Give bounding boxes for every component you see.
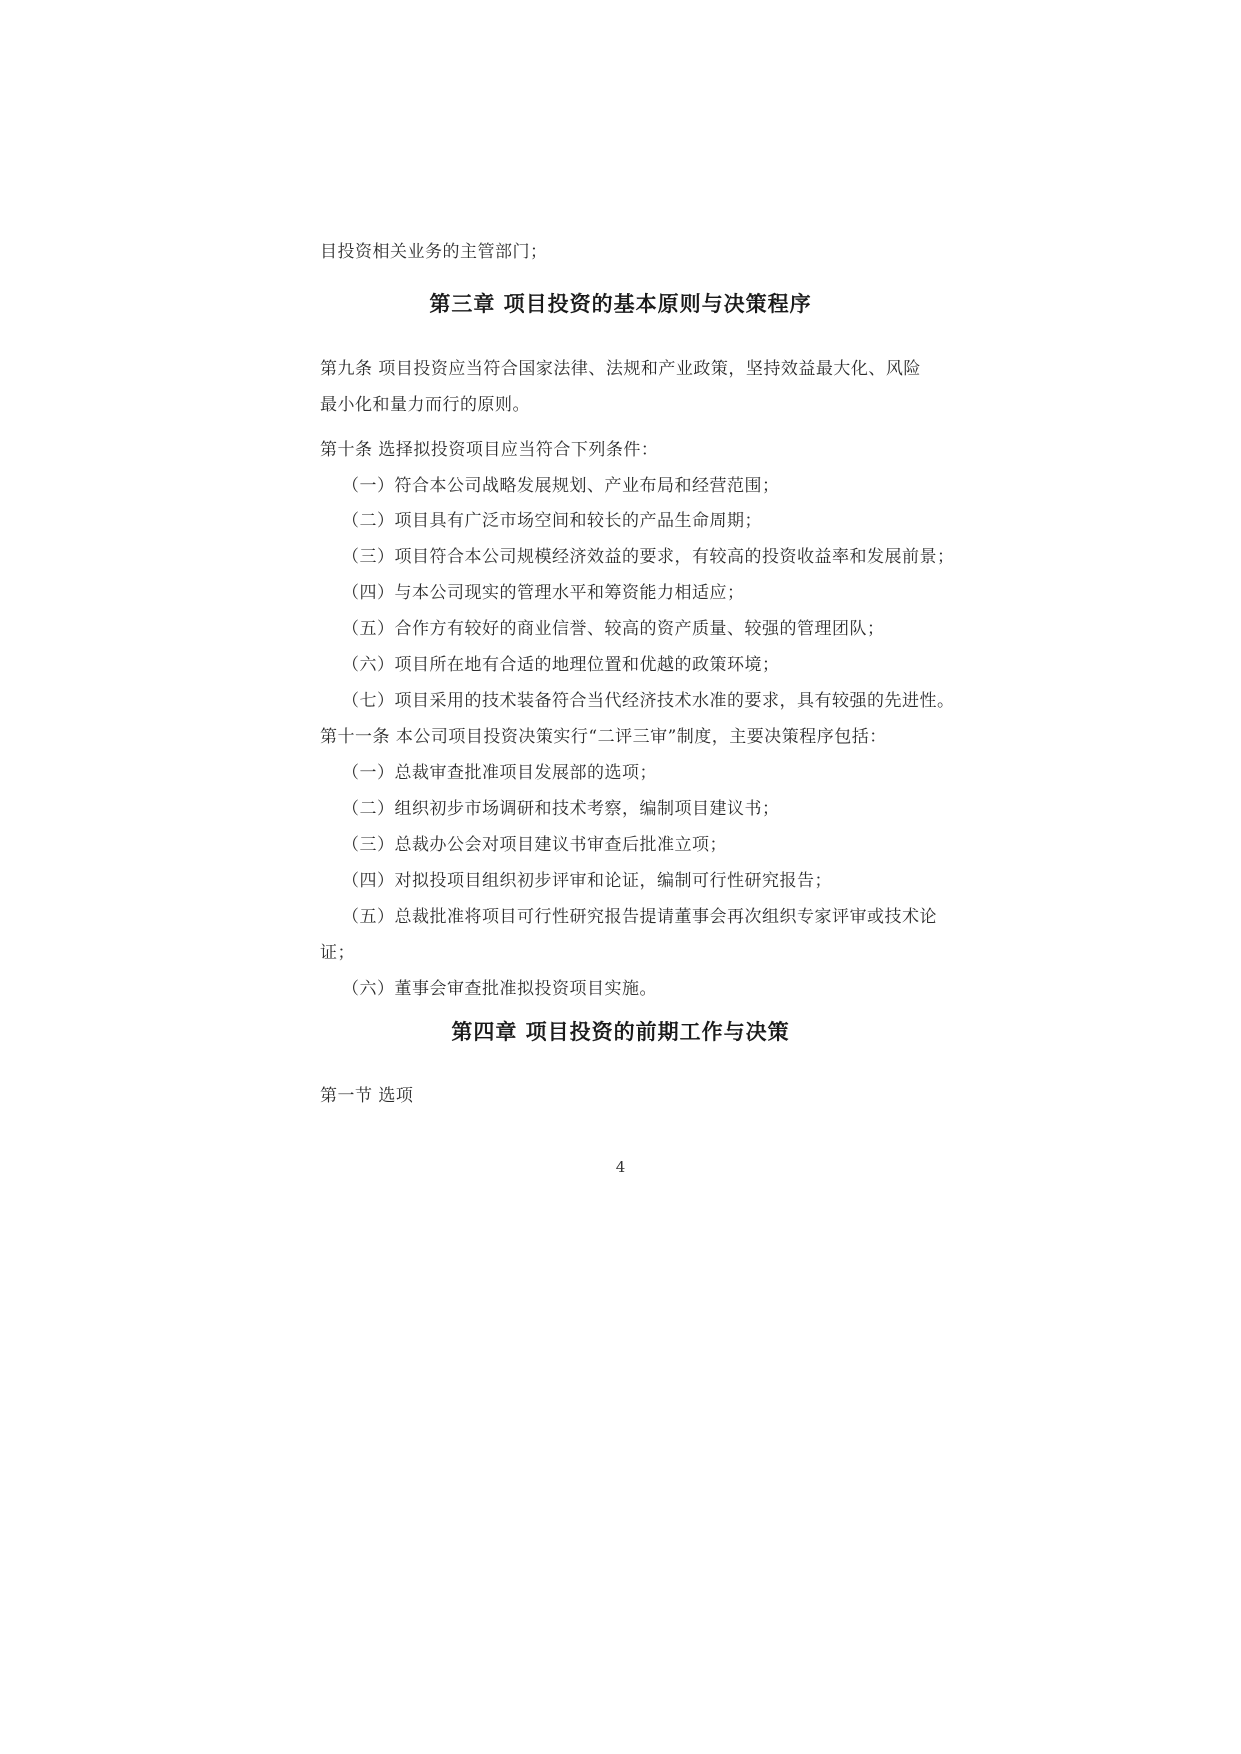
article-10-item-4: （四）与本公司现实的管理水平和筹资能力相适应； xyxy=(342,583,745,603)
article-11-item-2: （二）组织初步市场调研和技术考察，编制项目建议书； xyxy=(342,799,780,819)
chapter-heading: 第三章 项目投资的基本原则与决策程序 xyxy=(429,292,812,316)
article-11-item-5-line-1: （五）总裁批准将项目可行性研究报告提请董事会再次组织专家评审或技术论 xyxy=(342,907,937,927)
article-11-item-5-line-2: 证； xyxy=(320,943,355,963)
article-10-item-3: （三）项目符合本公司规模经济效益的要求，有较高的投资收益率和发展前景； xyxy=(342,547,955,567)
article-10: 第十条 选择拟投资项目应当符合下列条件： xyxy=(320,440,659,460)
page-number: 4 xyxy=(615,1158,626,1176)
article-11-item-4: （四）对拟投项目组织初步评审和论证，编制可行性研究报告； xyxy=(342,871,832,891)
paragraph-line: 目投资相关业务的主管部门； xyxy=(320,242,548,262)
article-11: 第十一条 本公司项目投资决策实行“二评三审”制度，主要决策程序包括： xyxy=(320,727,887,747)
article-10-item-5: （五）合作方有较好的商业信誉、较高的资产质量、较强的管理团队； xyxy=(342,619,885,639)
article-11-item-1: （一）总裁审查批准项目发展部的选项； xyxy=(342,763,657,783)
article-9-line-2: 最小化和量力而行的原则。 xyxy=(320,395,530,415)
article-10-item-6: （六）项目所在地有合适的地理位置和优越的政策环境； xyxy=(342,655,780,675)
article-9-line-1: 第九条 项目投资应当符合国家法律、法规和产业政策，坚持效益最大化、风险 xyxy=(320,359,921,379)
article-10-item-7: （七）项目采用的技术装备符合当代经济技术水准的要求，具有较强的先进性。 xyxy=(342,691,955,711)
article-11-item-6: （六）董事会审查批准拟投资项目实施。 xyxy=(342,979,657,999)
article-10-item-1: （一）符合本公司战略发展规划、产业布局和经营范围； xyxy=(342,476,780,496)
section-heading: 第一节 选项 xyxy=(320,1086,414,1106)
article-10-item-2: （二）项目具有广泛市场空间和较长的产品生命周期； xyxy=(342,511,762,531)
chapter-heading: 第四章 项目投资的前期工作与决策 xyxy=(451,1020,790,1044)
article-11-item-3: （三）总裁办公会对项目建议书审查后批准立项； xyxy=(342,835,727,855)
